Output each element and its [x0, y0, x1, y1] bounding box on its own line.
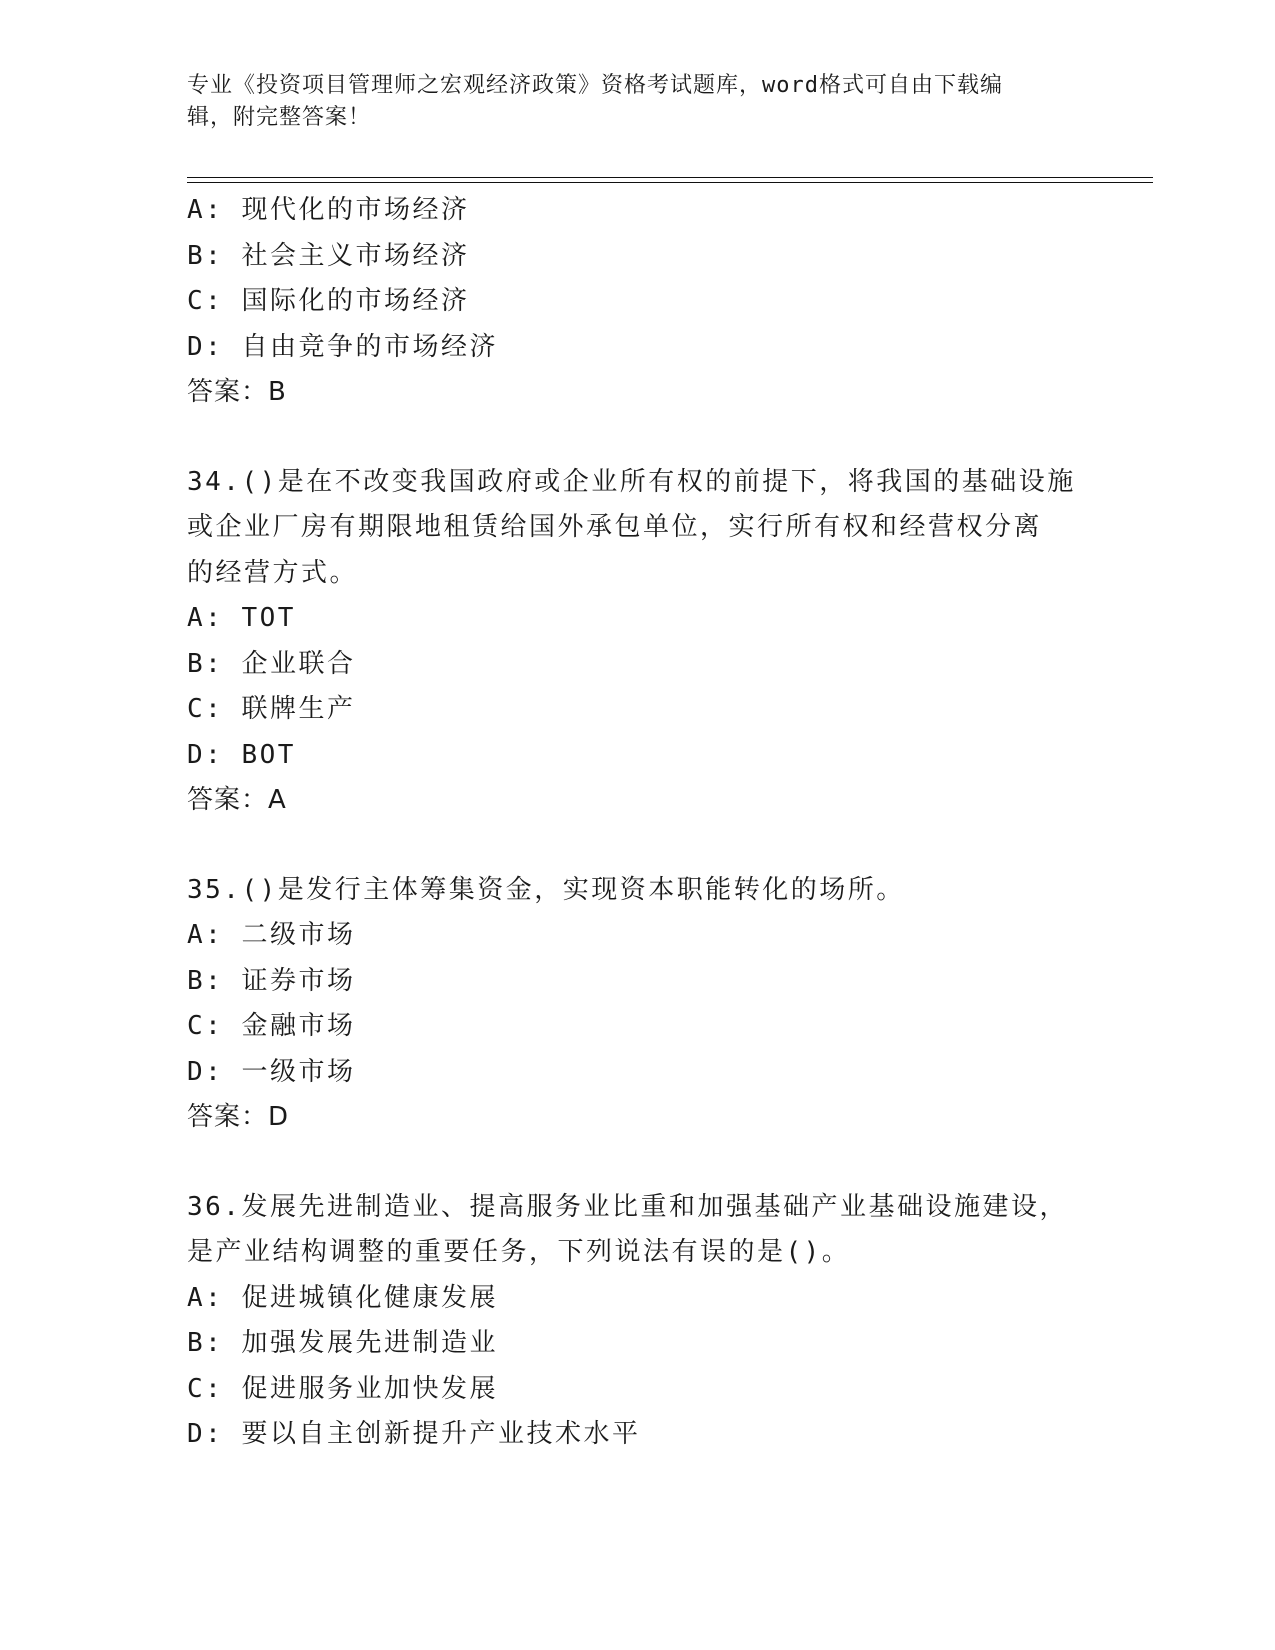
question-text: 是产业结构调整的重要任务，下列说法有误的是()。 — [187, 1237, 851, 1267]
header-line-2: 辑，附完整答案！ — [187, 105, 372, 130]
question-text: 34.()是在不改变我国政府或企业所有权的前提下，将我国的基础设施 — [187, 466, 1076, 497]
option-d: D: 一级市场 — [187, 1056, 356, 1087]
header-line-1: 专业《投资项目管理师之宏观经济政策》资格考试题库，word格式可自由下载编 — [187, 73, 1003, 98]
question-block — [187, 460, 1087, 824]
answer-line: 答案：A — [187, 785, 287, 815]
option-c: C: 国际化的市场经济 — [187, 286, 470, 316]
question-block — [187, 188, 1087, 416]
option-a: A: 二级市场 — [187, 920, 356, 950]
question-text: 的经营方式。 — [187, 557, 359, 588]
question-text: 或企业厂房有期限地租赁给国外承包单位，实行所有权和经营权分离 — [187, 512, 1043, 542]
header-divider-top — [187, 177, 1153, 178]
question-block — [187, 1185, 1087, 1458]
option-d: D: 要以自主创新提升产业技术水平 — [187, 1419, 641, 1449]
question-text: 36.发展先进制造业、提高服务业比重和加强基础产业基础设施建设， — [187, 1191, 1068, 1222]
option-d: D: 自由竞争的市场经济 — [187, 331, 498, 362]
question-block — [187, 868, 1087, 1141]
answer-line: 答案：D — [187, 1102, 290, 1132]
option-b: B: 社会主义市场经济 — [187, 240, 470, 271]
option-b: B: 加强发展先进制造业 — [187, 1328, 498, 1358]
option-d: D: BOT — [187, 739, 296, 770]
header-divider-bottom — [187, 182, 1153, 183]
option-c: C: 促进服务业加快发展 — [187, 1373, 498, 1404]
option-a: A: 现代化的市场经济 — [187, 195, 470, 225]
option-c: C: 金融市场 — [187, 1011, 356, 1041]
answer-line: 答案：B — [187, 377, 287, 407]
question-list — [187, 188, 1087, 1458]
option-b: B: 企业联合 — [187, 648, 356, 679]
option-a: A: TOT — [187, 603, 296, 633]
document-header — [187, 70, 1087, 134]
option-c: C: 联牌生产 — [187, 694, 356, 724]
question-text: 35.()是发行主体筹集资金，实现资本职能转化的场所。 — [187, 874, 905, 905]
option-a: A: 促进城镇化健康发展 — [187, 1282, 498, 1313]
option-b: B: 证券市场 — [187, 965, 356, 996]
